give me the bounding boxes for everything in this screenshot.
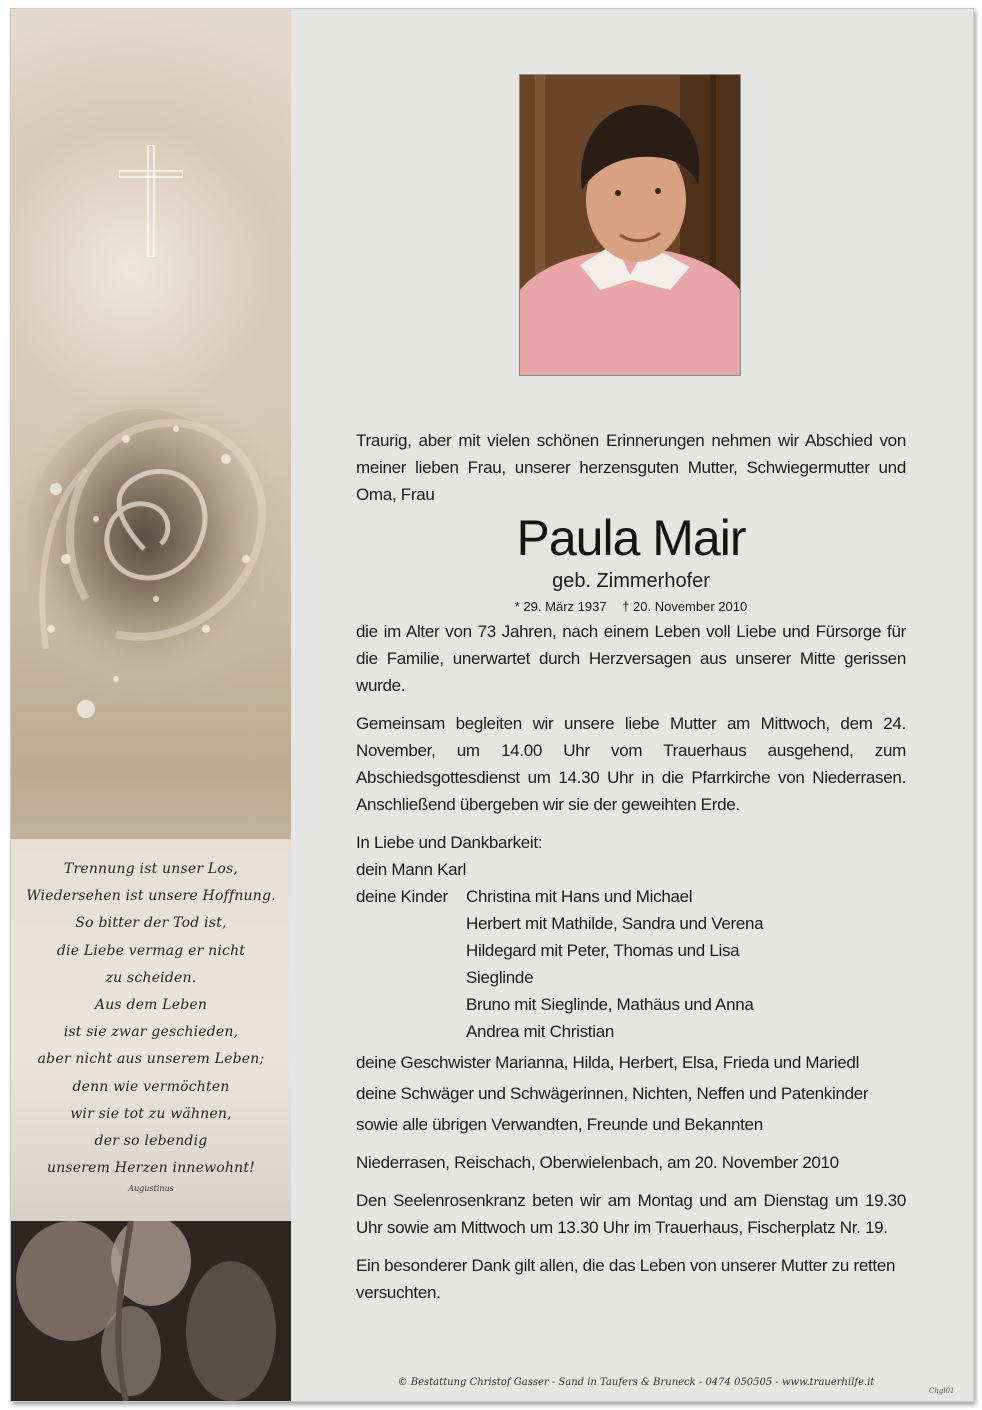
- quote-author: Augustinus: [128, 1184, 174, 1194]
- mourner-others: sowie alle übrigen Verwandten, Freunde und Bekannten: [356, 1115, 763, 1134]
- flowers-image: [11, 1221, 291, 1401]
- obituary-card: [10, 8, 974, 1402]
- stamp-code: Chgl01: [929, 1387, 955, 1395]
- child-entry: Christina mit Hans und Michael: [466, 887, 693, 906]
- children-label: deine Kinder: [356, 887, 448, 906]
- quote-line: die Liebe vermag er nicht: [56, 942, 246, 959]
- children-list: [356, 883, 906, 1045]
- quote-line: ist sie zwar geschieden,: [63, 1024, 239, 1041]
- deceased-name: Paula Mair: [516, 510, 746, 566]
- quote-line: wir sie tot zu wähnen,: [70, 1105, 232, 1122]
- quote-line: Trennung ist unser Los,: [63, 861, 239, 877]
- mourner-in-laws: deine Schwäger und Schwägerinnen, Nichten, Neffen und Patenkinder: [356, 1084, 869, 1103]
- side-panel: [11, 9, 291, 1401]
- thanks-text: Ein besonderer Dank gilt allen, die das Leben von unserer Mutter zu retten versuchten.: [356, 1256, 896, 1302]
- quote-line: Aus dem Leben: [94, 997, 208, 1014]
- quote-line: zu scheiden.: [105, 969, 197, 986]
- quote-box: [11, 839, 291, 1221]
- children-names: [466, 883, 763, 1045]
- obituary-text: [356, 427, 906, 1306]
- child-entry: Andrea mit Christian: [466, 1022, 615, 1041]
- quote-line: Wiedersehen ist unsere Hoffnung.: [26, 888, 276, 905]
- child-entry: Bruno mit Sieglinde, Mathäus und Anna: [466, 995, 754, 1014]
- place-date: Niederrasen, Reischach, Oberwielenbach, am 20. November 2010: [356, 1153, 839, 1172]
- rose-image: [26, 399, 276, 729]
- portrait-image: [520, 75, 740, 375]
- quote-line: So bitter der Tod ist,: [75, 915, 227, 932]
- rosary-text: Den Seelenrosenkranz beten wir am Montag und am Dienstag um 19.30 Uhr sowie am Mittwoch um 13.30 Uhr im Trauerhaus, Fischerplatz Nr. 19.: [356, 1191, 906, 1237]
- child-entry: Hildegard mit Peter, Thomas und Lisa: [466, 941, 740, 960]
- child-entry: Herbert mit Mathilde, Sandra und Verena: [466, 914, 764, 933]
- portrait-photo: [519, 74, 741, 376]
- mourner-husband: dein Mann Karl: [356, 860, 467, 879]
- quote-line: denn wie vermöchten: [72, 1078, 230, 1095]
- cross-icon: [119, 145, 183, 257]
- intro-text: Traurig, aber mit vielen schönen Erinnerungen nehmen wir Abschied von meiner lieben Frau, unserer herzensguten Mutter, Schwiegermutter und Oma, Frau: [356, 431, 906, 504]
- mourner-siblings: deine Geschwister Marianna, Hilda, Herbert, Elsa, Frieda und Mariedl: [356, 1053, 860, 1072]
- quote-line: unserem Herzen innewohnt!: [46, 1160, 255, 1177]
- mourners-heading: In Liebe und Dankbarkeit:: [356, 833, 543, 852]
- paragraph-funeral: Gemeinsam begleiten wir unsere liebe Mutter am Mittwoch, dem 24. November, um 14.00 Uhr vom Trauerhaus ausgehend, zum Abschiedsgottesdienst um 14.30 Uhr in die Pfarrkirche von Niederrasen. Anschließend übergeben wir sie der geweihten Erde.: [356, 714, 906, 814]
- paragraph-age: die im Alter von 73 Jahren, nach einem Leben voll Liebe und Fürsorge für die Familie, unerwartet durch Herzversagen aus unserer Mitte gerissen wurde.: [356, 622, 906, 695]
- child-entry: Sieglinde: [466, 968, 534, 987]
- quote-line: aber nicht aus unserem Leben;: [37, 1051, 265, 1068]
- death-date: † 20. November 2010: [622, 599, 748, 614]
- quote-line: der so lebendig: [94, 1133, 208, 1150]
- birth-date: * 29. März 1937: [514, 599, 607, 614]
- life-dates: [356, 596, 906, 618]
- maiden-name: geb. Zimmerhofer: [552, 570, 710, 592]
- footer-credit: © Bestattung Christof Gasser - Sand in Taufers & Bruneck - 0474 050505 - www.trauerhilfe.it: [397, 1377, 875, 1388]
